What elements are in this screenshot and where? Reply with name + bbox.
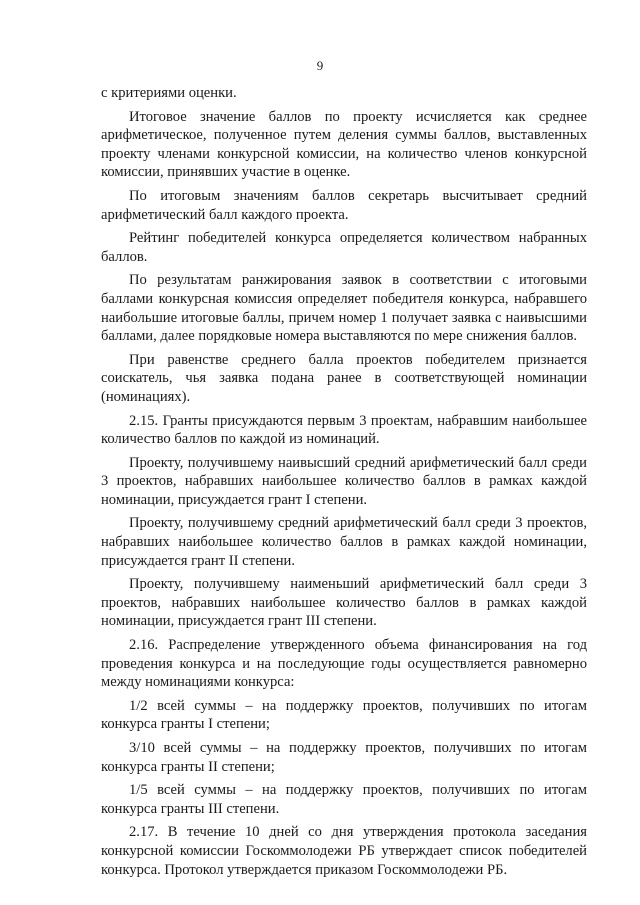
paragraph: Итоговое значение баллов по проекту исчисляется как среднее арифметическое, полученное путем деления суммы баллов, выставленных проекту членами конкурсной комиссии, на количество членов конкурсной комиссии, принявших участие в оценке. [101, 108, 587, 181]
paragraph: При равенстве среднего балла проектов победителем признается соискатель, чья заявка подана ранее в соответствующей номинации (номинациях). [101, 351, 587, 405]
paragraph: По результатам ранжирования заявок в соответствии с итоговыми баллами конкурсная комиссия определяет победителя конкурса, набравшего наибольшие итоговые баллы, причем номер 1 получает заявка с наивысшими баллами, далее порядковые номера выставляются по мере снижения баллов. [101, 272, 587, 345]
paragraph: 1/5 всей суммы – на поддержку проектов, получивших по итогам конкурса гранты III степени. [101, 782, 587, 817]
paragraph: 1/2 всей суммы – на поддержку проектов, получивших по итогам конкурса гранты I степени; [101, 697, 587, 733]
paragraph: Проекту, получившему наивысший средний арифметический балл среди 3 проектов, набравших наибольшее количество баллов в рамках каждой номинации, присуждается грант I степени. [101, 454, 587, 508]
paragraph: Проекту, получившему наименьший арифметический балл среди 3 проектов, набравших наибольшее количество баллов в рамках каждой номинации, присуждается грант III степени. [101, 576, 587, 630]
document-body [101, 84, 587, 884]
paragraph: Проекту, получившему средний арифметический балл среди 3 проектов, набравших наибольшее количество баллов в рамках каждой номинации, присуждается грант II степени. [101, 515, 587, 569]
paragraph: 2.16. Распределение утвержденного объема финансирования на год проведения конкурса и на последующие годы осуществляется равномерно между номинациями конкурса: [101, 637, 587, 691]
paragraph: 2.15. Гранты присуждаются первым 3 проектам, набравшим наибольшее количество баллов по каждой из номинаций. [101, 412, 587, 448]
paragraph: По итоговым значениям баллов секретарь высчитывает средний арифметический балл каждого проекта. [101, 187, 587, 223]
paragraph: 2.17. В течение 10 дней со дня утверждения протокола заседания конкурсной комиссии Госкоммолодежи РБ утверждает список победителей конкурса. Протокол утверждается приказом Госкоммолодежи РБ. [101, 824, 587, 878]
page-number: 9 [316, 58, 324, 73]
paragraph: 3/10 всей суммы – на поддержку проектов, получивших по итогам конкурса гранты II степени; [101, 740, 587, 775]
paragraph: Рейтинг победителей конкурса определяется количеством набранных баллов. [101, 230, 587, 265]
paragraph: с критериями оценки. [101, 85, 237, 101]
